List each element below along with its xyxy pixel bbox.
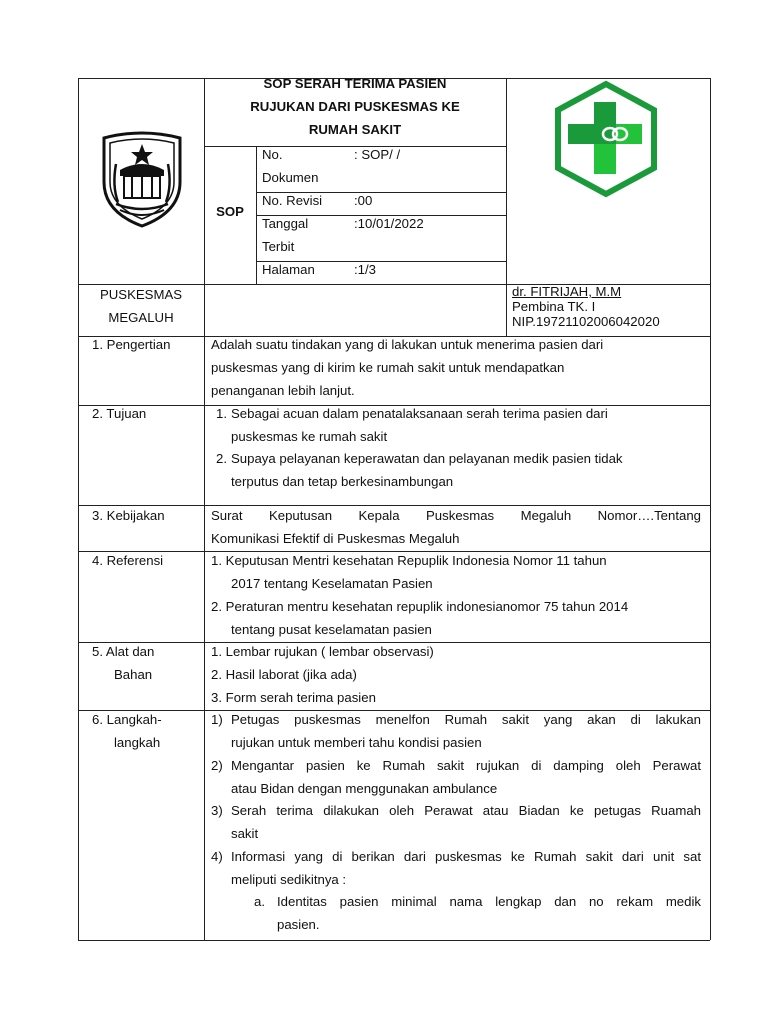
list-number: 2. xyxy=(216,451,227,466)
list-item-line: meliputi sedikitnya : xyxy=(231,872,347,887)
list-item-line: 1. Keputusan Mentri kesehatan Repuplik Indonesia Nomor 11 tahun xyxy=(211,553,607,568)
list-item-line: 1. Lembar rujukan ( lembar observasi) xyxy=(211,644,434,659)
list-number: 1) xyxy=(211,712,223,727)
section-label: 1. Pengertian xyxy=(92,337,171,352)
list-number: 3) xyxy=(211,803,223,818)
meta-label: No. xyxy=(262,147,283,162)
document-title-line: RUJUKAN DARI PUSKESMAS KE xyxy=(250,99,460,114)
table-border-left xyxy=(78,78,79,940)
meta-label: Tanggal xyxy=(262,216,309,231)
list-item-line: 2017 tentang Keselamatan Pasien xyxy=(231,576,433,591)
meta-label: Dokumen xyxy=(262,170,319,185)
meta-label: Terbit xyxy=(262,239,295,254)
column-divider xyxy=(256,146,257,284)
document-title-line: RUMAH SAKIT xyxy=(308,122,402,137)
section-label: 2. Tujuan xyxy=(92,406,147,421)
body-text-line: puskesmas yang di kirim ke rumah sakit untuk mendapatkan xyxy=(211,360,565,375)
section-label: 5. Alat dan xyxy=(92,644,155,659)
section-label: 3. Kebijakan xyxy=(92,508,165,523)
list-item-line: Sebagai acuan dalam penatalaksanaan serah terima pasien dari xyxy=(231,406,608,421)
section-label: langkah xyxy=(114,735,161,750)
list-item-line: Petugas puskesmas menelfon Rumah sakit yang akan di lakukan xyxy=(231,712,701,727)
list-item-line: Informasi yang di berikan dari puskesmas ke Rumah sakit dari unit sat xyxy=(231,849,701,864)
section-label: 6. Langkah- xyxy=(92,712,162,727)
list-item-line: 2. Hasil laborat (jika ada) xyxy=(211,667,357,682)
list-item-line: 3. Form serah terima pasien xyxy=(211,690,376,705)
section-label: Bahan xyxy=(114,667,153,682)
column-divider xyxy=(506,78,507,336)
document-title-line: SOP SERAH TERIMA PASIEN xyxy=(263,76,447,91)
list-number: a. xyxy=(254,894,265,909)
sop-document xyxy=(78,78,710,940)
body-text-line: Komunikasi Efektif di Puskesmas Megaluh xyxy=(211,531,460,546)
signer-rank: Pembina TK. I xyxy=(512,299,596,314)
list-item-line: sakit xyxy=(231,826,259,841)
list-number: 4) xyxy=(211,849,223,864)
list-item-line: Supaya pelayanan keperawatan dan pelayanan medik pasien tidak xyxy=(231,451,623,466)
body-text-line: Surat Keputusan Kepala Puskesmas Megaluh Nomor….Tentang xyxy=(211,508,701,523)
body-text-line: penanganan lebih lanjut. xyxy=(211,383,355,398)
meta-value: :10/01/2022 xyxy=(354,216,424,231)
meta-label: No. Revisi xyxy=(262,193,323,208)
meta-value: : SOP/ / xyxy=(354,147,401,162)
list-item-line: tentang pusat keselamatan pasien xyxy=(231,622,432,637)
list-item-line: Serah terima dilakukan oleh Perawat atau Biadan ke petugas Ruamah xyxy=(231,803,701,818)
meta-value: :00 xyxy=(354,193,373,208)
sop-label: SOP xyxy=(216,204,244,219)
list-item-line: rujukan untuk memberi tahu kondisi pasien xyxy=(231,735,482,750)
list-item-line: puskesmas ke rumah sakit xyxy=(231,429,388,444)
list-number: 1. xyxy=(216,406,227,421)
puskesmas-logo-icon xyxy=(550,80,662,198)
list-item-line: Identitas pasien minimal nama lengkap dan no rekam medik xyxy=(277,894,701,909)
body-text-line: Adalah suatu tindakan yang di lakukan untuk menerima pasien dari xyxy=(211,337,604,352)
list-item-line: Mengantar pasien ke Rumah sakit rujukan di damping oleh Perawat xyxy=(231,758,701,773)
organization-name: PUSKESMAS xyxy=(99,287,183,302)
regency-emblem-icon xyxy=(94,130,190,230)
signer-nip: NIP.19721102006042020 xyxy=(512,314,660,329)
meta-label: Halaman xyxy=(262,262,315,277)
signer-name: dr. FITRIJAH, M.M xyxy=(512,284,622,299)
list-item-line: atau Bidan dengan menggunakan ambulance xyxy=(231,781,498,796)
organization-name: MEGALUH xyxy=(108,310,174,325)
table-border-bottom xyxy=(78,940,710,941)
meta-value: :1/3 xyxy=(354,262,376,277)
table-border-right xyxy=(710,78,711,940)
list-number: 2) xyxy=(211,758,223,773)
section-label: 4. Referensi xyxy=(92,553,164,568)
list-item-line: pasien. xyxy=(277,917,320,932)
list-item-line: 2. Peraturan mentru kesehatan repuplik indonesianomor 75 tahun 2014 xyxy=(211,599,629,614)
list-item-line: terputus dan tetap berkesinambungan xyxy=(231,474,454,489)
